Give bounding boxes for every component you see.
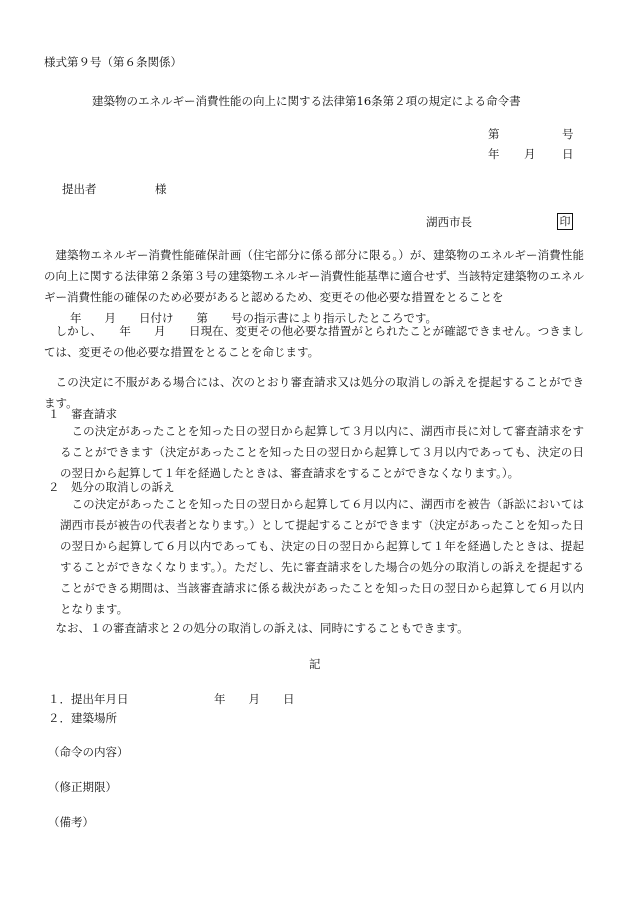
body-paragraph-4: なお、１の審査請求と２の処分の取消しの訴えは、同時にすることもできます。	[55, 621, 469, 635]
doc-date-day: 日	[562, 147, 574, 161]
submission-date-value: 年 月 日	[214, 692, 295, 706]
recipient-label: 提出者	[62, 182, 97, 196]
ki-heading: 記	[309, 657, 321, 671]
doc-number-dai: 第	[488, 127, 500, 141]
issuer-name: 湖西市長	[426, 215, 472, 229]
order-content-label: （命令の内容）	[48, 745, 129, 759]
doc-date-month: 月	[524, 147, 536, 161]
body-paragraph-3: この決定に不服がある場合には、次のとおり審査請求又は処分の取消しの訴えを提起することができます。	[44, 375, 584, 410]
item1-heading: １ 審査請求	[48, 407, 117, 421]
item2-text: この決定があったことを知った日の翌日から起算して６月以内に、湖西市を被告（訴訟においては湖西市長が被告の代表者となります。）として提起することができます（決定があったことを知った日の翌日から起算して６月以内であっても、決定の日の翌日から起算して１年を経過したときは、提起することができなくなります。）。ただし、先に審査請求をした場合の処分の取消しの訴えを提起することができる期間は、当該審査請求に係る裁決があったことを知った日の翌日から起算して６月以内となります。	[60, 497, 584, 616]
recipient-honorific: 様	[155, 182, 167, 196]
document-title: 建築物のエネルギー消費性能の向上に関する法律第16条第２項の規定による命令書	[92, 94, 521, 108]
remarks-label: （備考）	[48, 815, 94, 829]
body-paragraph-2: しかし、 年 月 日現在、変更その他必要な措置がとられたことが確認できません。つきましては、変更その他必要な措置をとることを命じます。	[44, 324, 584, 359]
correction-deadline-label: （修正期限）	[48, 780, 117, 794]
seal-stamp: 印	[557, 213, 573, 230]
building-location-label: ２．建築場所	[48, 711, 117, 725]
item1-text: この決定があったことを知った日の翌日から起算して３月以内に、湖西市長に対して審査請求をすることができます（決定があったことを知った日の翌日から起算して３月以内であっても、決定の日の翌日から起算して１年を経過したときは、審査請求をすることができなくなります。）。	[60, 424, 584, 480]
doc-date-year: 年	[488, 147, 500, 161]
body-paragraph-1-instruction: 年 月 日付け 第 号の指示書により指示したところです。	[70, 311, 437, 325]
item2-heading: ２ 処分の取消しの訴え	[48, 480, 175, 494]
doc-number-go: 号	[562, 127, 574, 141]
submission-date-label: １．提出年月日	[48, 692, 129, 706]
form-number: 様式第９号（第６条関係）	[44, 55, 182, 69]
body-paragraph-1: 建築物エネルギー消費性能確保計画（住宅部分に係る部分に限る。）が、建築物のエネルギー消費性能の向上に関する法律第２条第３号の建築物エネルギー消費性能基準に適合せず、当該特定建築物のエネルギー消費性能の確保のため必要があると認めるため、変更その他必要な措置をとることを	[44, 248, 584, 304]
